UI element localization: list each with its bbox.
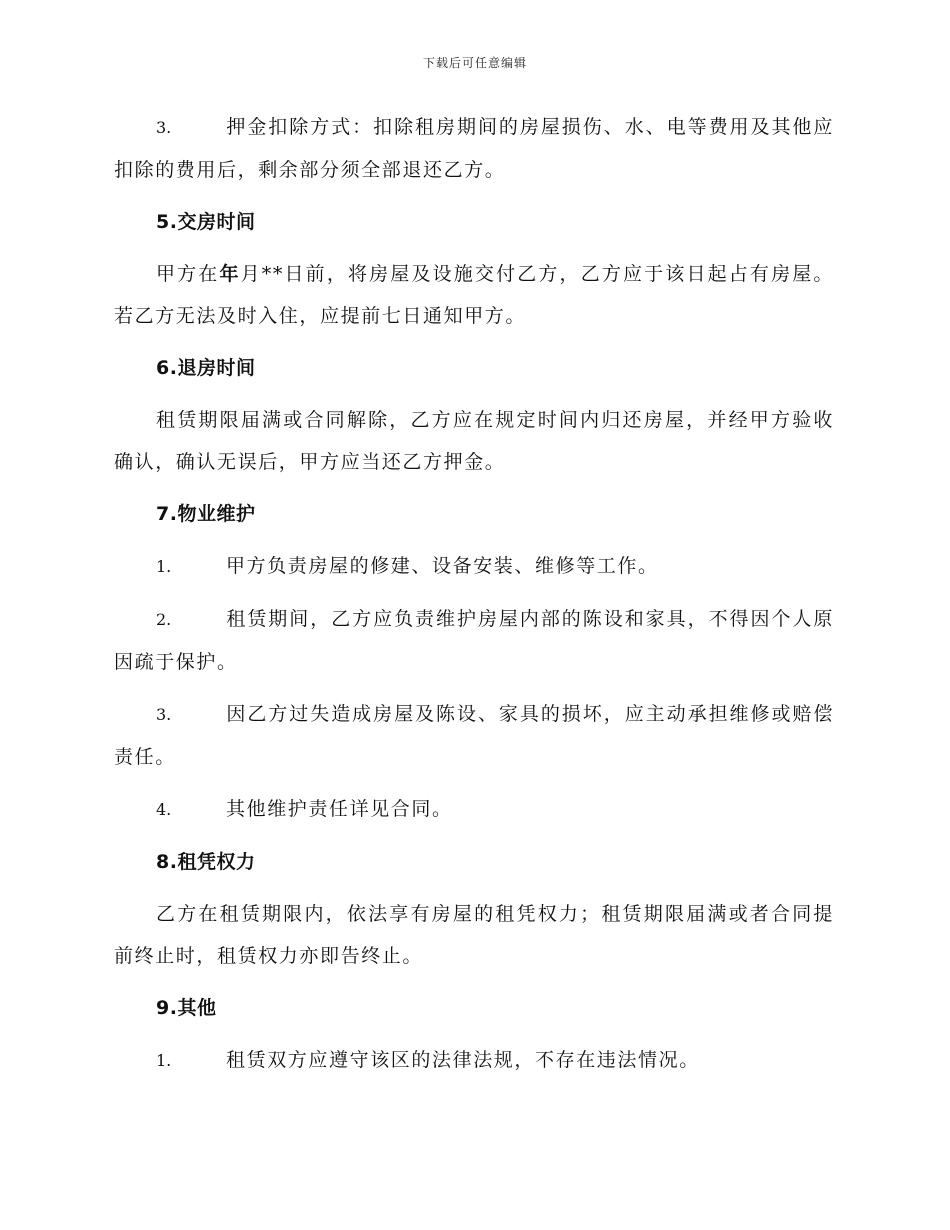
paragraph-lease-rights: 乙方在租赁期限内，依法享有房屋的租凭权力；租赁期限届满或者合同提前终止时，租赁权力亦即告终止。 (114, 903, 834, 967)
list-text: 甲方负责房屋的修建、设备安装、维修等工作。 (226, 555, 659, 577)
list-text: 租赁期间，乙方应负责维护房屋内部的陈设和家具，不得因个人原因疏于保护。 (114, 608, 834, 673)
list-number: 3. (156, 118, 172, 137)
paragraph-bold-text: 年 (219, 263, 241, 285)
section-heading-8: 8.租凭权力 (156, 851, 256, 873)
other-item-1 (114, 1039, 834, 1082)
list-number: 4. (156, 800, 172, 819)
section-heading-9: 9.其他 (156, 997, 217, 1019)
maintenance-item-2 (114, 598, 834, 683)
list-text: 其他维护责任详见合同。 (226, 798, 453, 820)
paragraph-handover (114, 253, 834, 337)
list-number: 1. (156, 1051, 172, 1070)
paragraph-text: 月**日前，将房屋及设施交付乙方，乙方应于该日起占有房屋。若乙方无法及时入住，应提前七日通知甲方。 (114, 263, 834, 327)
list-number: 2. (156, 610, 172, 629)
list-text: 租赁双方应遵守该区的法律法规，不存在违法情况。 (226, 1049, 700, 1071)
maintenance-item-1 (114, 545, 834, 588)
list-text: 押金扣除方式：扣除租房期间的房屋损伤、水、电等费用及其他应扣除的费用后，剩余部分须全部退还乙方。 (114, 116, 834, 181)
section-heading-7: 7.物业维护 (156, 503, 256, 525)
page-header: 下载后可任意编辑 (422, 56, 527, 70)
document-body (114, 106, 834, 1082)
list-number: 3. (156, 705, 172, 724)
deposit-item-3 (114, 106, 834, 191)
paragraph-text: 甲方在 (156, 263, 220, 285)
section-heading-6: 6.退房时间 (156, 357, 256, 379)
maintenance-item-4 (114, 788, 834, 831)
list-text: 因乙方过失造成房屋及陈设、家具的损坏，应主动承担维修或赔偿责任。 (114, 703, 834, 768)
list-number: 1. (156, 557, 172, 576)
section-heading-5: 5.交房时间 (156, 211, 256, 233)
maintenance-item-3 (114, 693, 834, 778)
paragraph-checkout: 租赁期限届满或合同解除，乙方应在规定时间内归还房屋，并经甲方验收确认，确认无误后，甲方应当还乙方押金。 (114, 409, 834, 473)
